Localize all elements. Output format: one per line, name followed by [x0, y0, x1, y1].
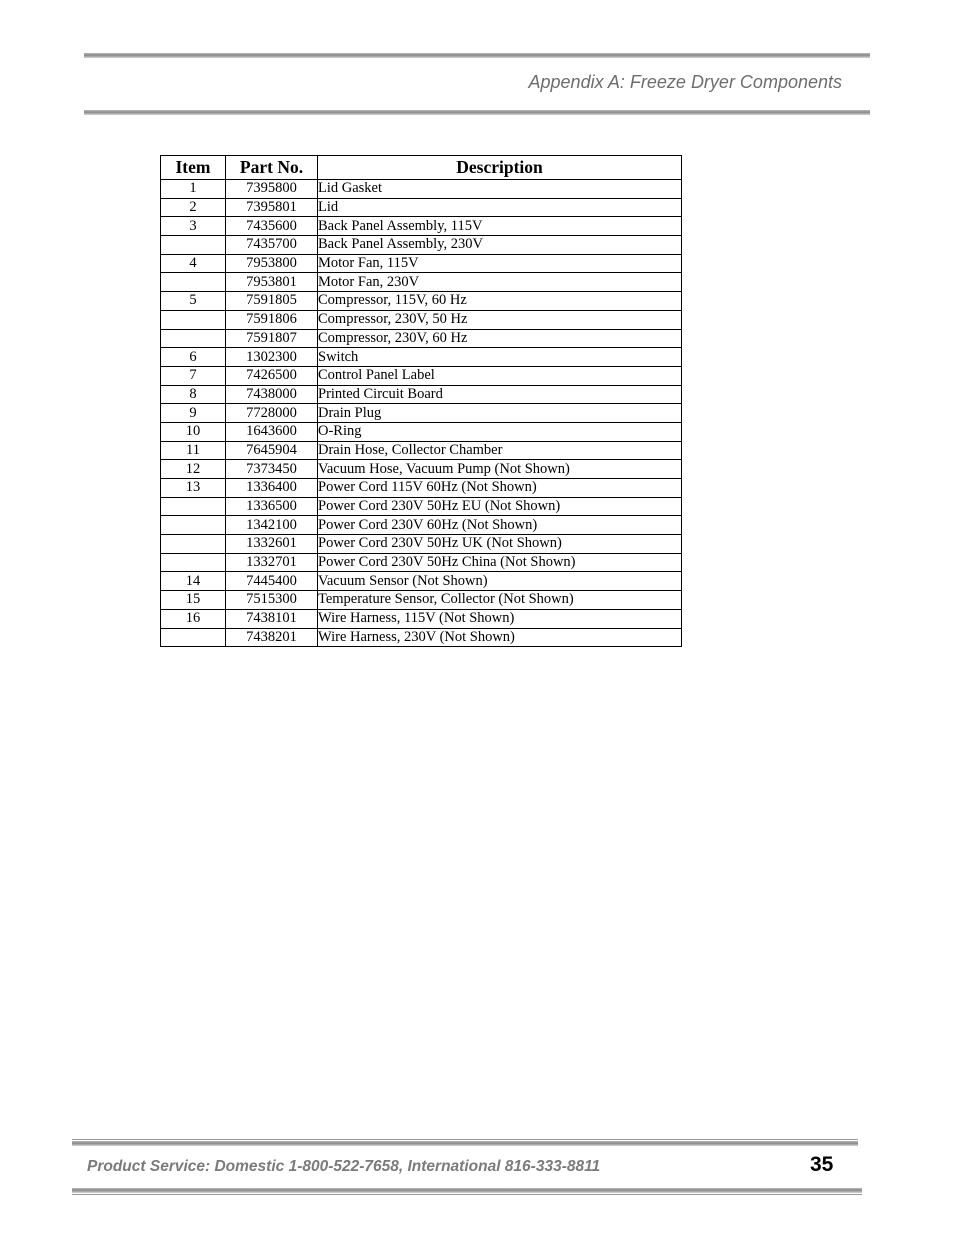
table-row — [161, 217, 682, 236]
table-row — [161, 310, 682, 329]
cell-item: 9 — [161, 404, 226, 423]
cell-description: Control Panel Label — [318, 366, 682, 385]
page-header-title: Appendix A: Freeze Dryer Components — [528, 72, 842, 92]
cell-item — [161, 535, 226, 554]
table-row — [161, 479, 682, 498]
cell-item — [161, 310, 226, 329]
cell-description: Compressor, 230V, 60 Hz — [318, 329, 682, 348]
cell-part-no: 7591806 — [226, 310, 318, 329]
table-row — [161, 628, 682, 647]
cell-description: Back Panel Assembly, 115V — [318, 217, 682, 236]
cell-part-no: 7426500 — [226, 366, 318, 385]
cell-description: Lid Gasket — [318, 180, 682, 199]
cell-item: 5 — [161, 292, 226, 311]
cell-description: Drain Plug — [318, 404, 682, 423]
table-row — [161, 516, 682, 535]
cell-item — [161, 329, 226, 348]
table-row — [161, 198, 682, 217]
cell-description: Drain Hose, Collector Chamber — [318, 441, 682, 460]
cell-description: Wire Harness, 115V (Not Shown) — [318, 609, 682, 628]
table-row — [161, 591, 682, 610]
cell-part-no: 1332701 — [226, 553, 318, 572]
cell-item — [161, 516, 226, 535]
column-header-part-no: Part No. — [226, 156, 318, 180]
table-row — [161, 422, 682, 441]
cell-item: 13 — [161, 479, 226, 498]
cell-part-no: 7395801 — [226, 198, 318, 217]
page-number: 35 — [810, 1153, 834, 1176]
table-row — [161, 273, 682, 292]
cell-part-no: 7953800 — [226, 254, 318, 273]
table-row — [161, 292, 682, 311]
cell-item: 15 — [161, 591, 226, 610]
cell-part-no: 7435600 — [226, 217, 318, 236]
table-row — [161, 609, 682, 628]
cell-description: Motor Fan, 230V — [318, 273, 682, 292]
cell-part-no: 1643600 — [226, 422, 318, 441]
cell-item — [161, 236, 226, 255]
cell-description: Back Panel Assembly, 230V — [318, 236, 682, 255]
table-row — [161, 236, 682, 255]
column-header-description: Description — [318, 156, 682, 180]
cell-description: Switch — [318, 348, 682, 367]
cell-part-no: 7435700 — [226, 236, 318, 255]
cell-item: 16 — [161, 609, 226, 628]
cell-part-no: 7591805 — [226, 292, 318, 311]
cell-item — [161, 497, 226, 516]
table-row — [161, 441, 682, 460]
cell-item: 2 — [161, 198, 226, 217]
header-bottom-rule — [84, 110, 870, 115]
cell-item: 10 — [161, 422, 226, 441]
cell-item — [161, 273, 226, 292]
cell-part-no: 1336400 — [226, 479, 318, 498]
footer-bottom-rule — [72, 1188, 862, 1193]
table-row — [161, 366, 682, 385]
cell-description: Wire Harness, 230V (Not Shown) — [318, 628, 682, 647]
cell-description: Temperature Sensor, Collector (Not Shown) — [318, 591, 682, 610]
cell-part-no: 1342100 — [226, 516, 318, 535]
table-header-row — [161, 156, 682, 180]
cell-item — [161, 553, 226, 572]
table-row — [161, 572, 682, 591]
footer-top-rule — [72, 1141, 858, 1146]
table-row — [161, 329, 682, 348]
cell-part-no: 7591807 — [226, 329, 318, 348]
cell-description: Power Cord 230V 60Hz (Not Shown) — [318, 516, 682, 535]
header-top-rule — [84, 53, 870, 58]
cell-item: 7 — [161, 366, 226, 385]
cell-part-no: 7438101 — [226, 609, 318, 628]
cell-item: 14 — [161, 572, 226, 591]
table-row — [161, 404, 682, 423]
cell-description: Power Cord 230V 50Hz China (Not Shown) — [318, 553, 682, 572]
product-service-contact: Product Service: Domestic 1-800-522-7658, International 816-333-8811 — [87, 1158, 601, 1175]
cell-description: Compressor, 230V, 50 Hz — [318, 310, 682, 329]
footer-bottom-thin-rule — [72, 1194, 862, 1195]
table-body — [161, 180, 682, 647]
cell-item: 4 — [161, 254, 226, 273]
cell-description: Vacuum Sensor (Not Shown) — [318, 572, 682, 591]
cell-description: O-Ring — [318, 422, 682, 441]
cell-description: Power Cord 115V 60Hz (Not Shown) — [318, 479, 682, 498]
table-row — [161, 497, 682, 516]
cell-item — [161, 628, 226, 647]
cell-description: Lid — [318, 198, 682, 217]
cell-part-no: 7438201 — [226, 628, 318, 647]
cell-part-no: 7728000 — [226, 404, 318, 423]
cell-description: Compressor, 115V, 60 Hz — [318, 292, 682, 311]
table-row — [161, 553, 682, 572]
table-row — [161, 254, 682, 273]
cell-part-no: 7445400 — [226, 572, 318, 591]
cell-part-no: 1332601 — [226, 535, 318, 554]
column-header-item: Item — [161, 156, 226, 180]
table-row — [161, 460, 682, 479]
footer-top-thin-rule — [72, 1139, 858, 1140]
cell-description: Printed Circuit Board — [318, 385, 682, 404]
cell-part-no: 7645904 — [226, 441, 318, 460]
cell-description: Motor Fan, 115V — [318, 254, 682, 273]
parts-table — [160, 155, 682, 647]
cell-description: Vacuum Hose, Vacuum Pump (Not Shown) — [318, 460, 682, 479]
cell-item: 6 — [161, 348, 226, 367]
table-row — [161, 385, 682, 404]
cell-item: 1 — [161, 180, 226, 199]
cell-item: 3 — [161, 217, 226, 236]
cell-part-no: 7395800 — [226, 180, 318, 199]
cell-part-no: 7515300 — [226, 591, 318, 610]
table-row — [161, 180, 682, 199]
table-row — [161, 535, 682, 554]
cell-part-no: 1336500 — [226, 497, 318, 516]
cell-part-no: 1302300 — [226, 348, 318, 367]
cell-item: 8 — [161, 385, 226, 404]
cell-description: Power Cord 230V 50Hz UK (Not Shown) — [318, 535, 682, 554]
cell-part-no: 7373450 — [226, 460, 318, 479]
cell-part-no: 7438000 — [226, 385, 318, 404]
cell-description: Power Cord 230V 50Hz EU (Not Shown) — [318, 497, 682, 516]
cell-part-no: 7953801 — [226, 273, 318, 292]
cell-item: 11 — [161, 441, 226, 460]
cell-item: 12 — [161, 460, 226, 479]
table-row — [161, 348, 682, 367]
